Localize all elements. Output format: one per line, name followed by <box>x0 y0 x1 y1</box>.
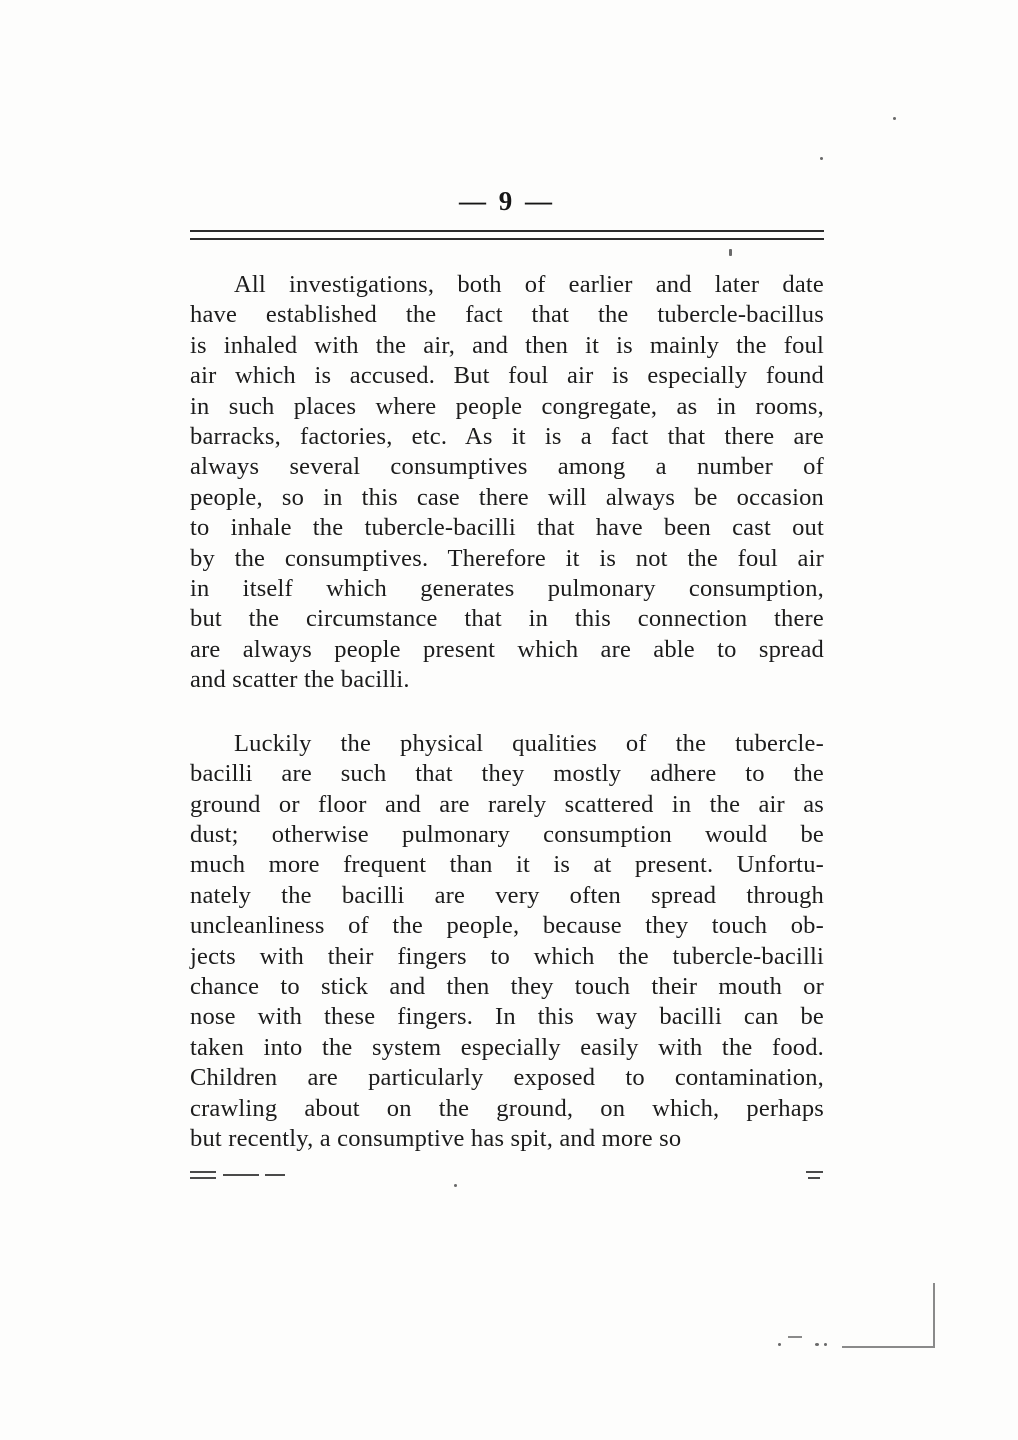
paragraphs <box>190 270 824 1154</box>
text-line: All investigations, both of earlier and later date <box>234 271 824 298</box>
scan-artifact-comma-mark <box>729 249 732 256</box>
text-line: Luckily the physical qualities of the tubercle- <box>234 729 824 757</box>
text-line: jects with their fingers to which the tubercle-bacilli <box>190 942 824 970</box>
text-line: chance to stick and then they touch their mouth or <box>190 972 824 1000</box>
text-line: and scatter the bacilli. <box>190 666 410 694</box>
header-double-rule <box>190 230 824 240</box>
scan-artifact-dot-3 <box>824 1343 827 1346</box>
text-line: by the consumptives. Therefore it is not the foul air <box>190 544 824 572</box>
scan-artifact-dot-2 <box>815 1343 819 1346</box>
text-line: in such places where people congregate, as in rooms, <box>190 392 824 420</box>
text-line: is inhaled with the air, and then it is mainly the foul <box>190 331 824 359</box>
text-block <box>190 186 824 1154</box>
text-line: but the circumstance that in this connection there <box>190 605 824 633</box>
text-line: in itself which generates pulmonary consumption, <box>190 575 824 603</box>
scan-artifact-footer-rule-right-1 <box>806 1171 823 1173</box>
text-line: people, so in this case there will always be occasion <box>190 483 824 511</box>
scan-artifact-speck-right <box>820 157 823 160</box>
scan-artifact-speck-top-right <box>893 117 896 120</box>
text-line: always several consumptives among a number of <box>190 453 824 481</box>
paragraph <box>190 270 824 696</box>
text-line: barracks, factories, etc. As it is a fact that there are <box>190 423 824 451</box>
text-line: but recently, a consumptive has spit, and more so <box>190 1124 682 1152</box>
text-line: uncleanliness of the people, because they touch ob- <box>190 912 824 940</box>
scan-artifact-footer-rule-right-2 <box>808 1177 820 1179</box>
text-line: taken into the system especially easily with the food. <box>190 1033 824 1061</box>
text-line: have established the fact that the tubercle-bacillus <box>190 301 824 329</box>
text-line: are always people present which are able to spread <box>190 635 824 663</box>
scan-artifact-dot-1 <box>778 1343 781 1346</box>
scan-artifact-corner-horizontal <box>842 1346 935 1348</box>
paragraph <box>190 729 824 1155</box>
text-line: Children are particularly exposed to contamination, <box>190 1064 824 1092</box>
text-line: ground or floor and are rarely scattered in the air as <box>190 790 824 818</box>
page-number: — 9 — <box>459 186 555 216</box>
scan-artifact-footer-dot <box>454 1184 457 1187</box>
scan-artifact-tilde-mark <box>788 1336 802 1338</box>
scan-artifact-footer-rule-2 <box>190 1177 216 1179</box>
text-line: nose with these fingers. In this way bacilli can be <box>190 1003 824 1031</box>
text-line: air which is accused. But foul air is especially found <box>190 362 824 390</box>
text-line: nately the bacilli are very often spread through <box>190 881 824 909</box>
scan-artifact-footer-rule-3 <box>223 1174 259 1176</box>
scan-artifact-footer-rule-1 <box>190 1171 216 1173</box>
text-line: dust; otherwise pulmonary consumption would be <box>190 820 824 848</box>
scan-artifact-corner-vertical <box>933 1283 935 1348</box>
scan-artifact-footer-rule-4 <box>265 1174 285 1176</box>
text-line: crawling about on the ground, on which, perhaps <box>190 1094 824 1122</box>
text-line: to inhale the tubercle-bacilli that have been cast out <box>190 514 824 542</box>
text-line: much more frequent than it is at present. Unfortu- <box>190 851 824 879</box>
text-line: bacilli are such that they mostly adhere to the <box>190 760 824 788</box>
